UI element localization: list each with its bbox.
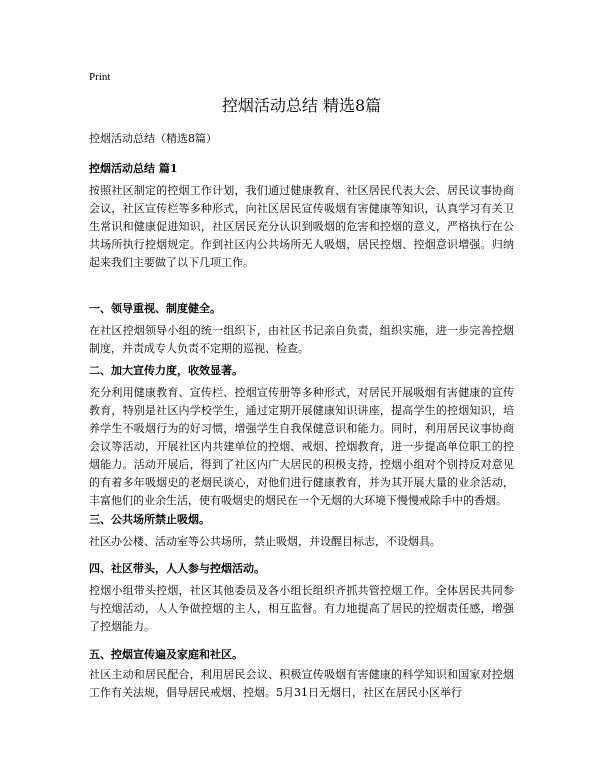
- paragraph-5: 社区主动和居民配合，利用居民会议、积极宣传吸烟有害健康的科学知识和国家对控烟工作有关法规，倡导居民戒烟、控烟。5月31日无烟日，社区在居民小区举行: [89, 668, 514, 699]
- paragraph-3: 社区办公楼、活动室等公共场所，禁止吸烟，并设醒目标志，不设烟具。: [89, 535, 441, 548]
- print-label: Print: [89, 71, 111, 83]
- heading-3: 三、公共场所禁止吸烟。: [89, 513, 210, 526]
- heading-2: 二、加大宣传力度，收效显著。: [89, 364, 243, 377]
- document-subtitle: 控烟活动总结（精选8篇）: [89, 132, 217, 145]
- paragraph-2: 充分利用健康教育、宣传栏、控烟宣传册等多种形式，对居民开展吸烟有害健康的宣传教育，特别是社区内学校学生，通过定期开展健康知识讲座，提高学生的控烟知识，培养学生不吸烟行为的好习惯，增强学生自我保健意识和能力。同时，利用居民议事协商会议等活动，开展社区内共建单位的控烟、戒烟、控烟教育，进一步提高单位职工的控烟能力。活动开展后，得到了社区内广大居民的积极支持，控烟小组对个别持反对意见的有着多年吸烟史的老烟民谈心，对他们进行健康教育，并为其开展大量的业余活动，丰富他们的业余生活，使有吸烟史的烟民在一个无烟的大环境下慢慢戒除手中的香烟。: [89, 386, 514, 507]
- paragraph-1: 在社区控烟领导小组的统一组织下，由社区书记亲自负责，组织实施，进一步完善控烟制度，并责成专人负责不定期的巡视、检查。: [89, 324, 514, 355]
- section-title: 控烟活动总结 篇1: [89, 162, 178, 175]
- paragraph-4: 控烟小组带头控烟，社区其他委员及各小组长组织齐抓共管控烟工作。全体居民共同参与控烟活动，人人争做控烟的主人，相互监督。有力地提高了居民的控烟责任感，增强了控烟能力。: [89, 584, 514, 633]
- document-title: 控烟活动总结 精选8篇: [221, 96, 382, 115]
- heading-5: 五、控烟宣传遍及家庭和社区。: [89, 648, 243, 661]
- intro-paragraph: 按照社区制定的控烟工作计划，我们通过健康教育、社区居民代表大会、居民议事协商会议，社区宣传栏等多种形式，向社区居民宣传吸烟有害健康等知识，认真学习有关卫生常识和健康促进知识，社区居民充分认识到吸烟的危害和控烟的意义，严格执行在公共场所执行控烟规定。作到社区内公共场所无人吸烟，居民控烟、控烟意识增强。归纳起来我们主要做了以下几项工作。: [89, 184, 514, 269]
- heading-1: 一、领导重视、制度健全。: [89, 302, 221, 315]
- heading-4: 四、社区带头，人人参与控烟活动。: [89, 562, 265, 575]
